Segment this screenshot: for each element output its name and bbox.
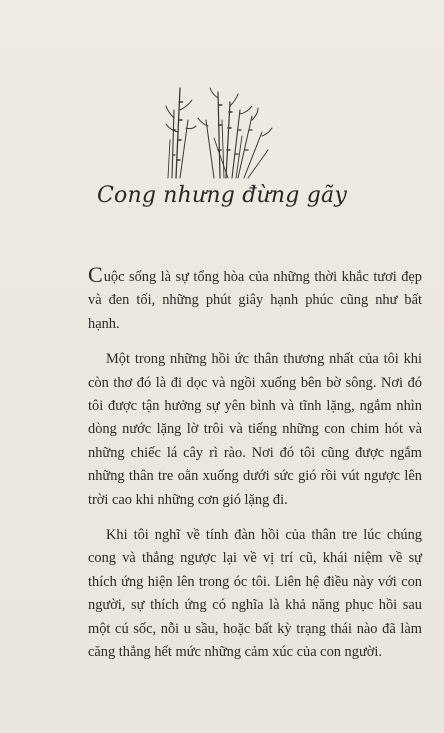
drop-cap: C	[88, 262, 103, 287]
paragraph-3: Khi tôi nghĩ về tính đàn hồi của thân tre lúc chúng cong và thẳng ngược lại về vị trí cũ, khái niệm về sự thích ứng hiện lên trong óc tôi. Liên hệ điều này với con người, sự thích ứng có nghĩa là khả năng phục hồi sau một cú sốc, nỗi u sầu, hoặc bất kỳ trạng thái nào đã làm căng thẳng hết mức những cảm xúc của con người.	[88, 527, 422, 661]
paragraph-2: Một trong những hồi ức thân thương nhất của tôi khi còn thơ đó là đi dọc và ngồi xuống bên bờ sông. Nơi đó tôi được tận hưởng sự yên bình và tĩnh lặng, ngắm nhìn dòng nước lặng lờ trôi và tiếng những con chim hót và những chiếc lá cây rì rào. Nơi đó tôi cũng được ngắm những thân tre oằn xuống dưới sức gió rồi vút ngược lên trời cao khi những cơn gió lặng đi.	[88, 351, 422, 508]
chapter-title: Cong nhưng đừng gãy	[96, 183, 347, 208]
paragraph-1-text: uộc sống là sự tổng hòa của những thời khắc tươi đẹp và đen tối, những phút giây hạnh phúc cũng như bất hạnh.	[88, 269, 422, 332]
bamboo-illustration	[158, 80, 288, 180]
paragraph-1	[88, 262, 422, 336]
chapter-body	[88, 262, 422, 677]
